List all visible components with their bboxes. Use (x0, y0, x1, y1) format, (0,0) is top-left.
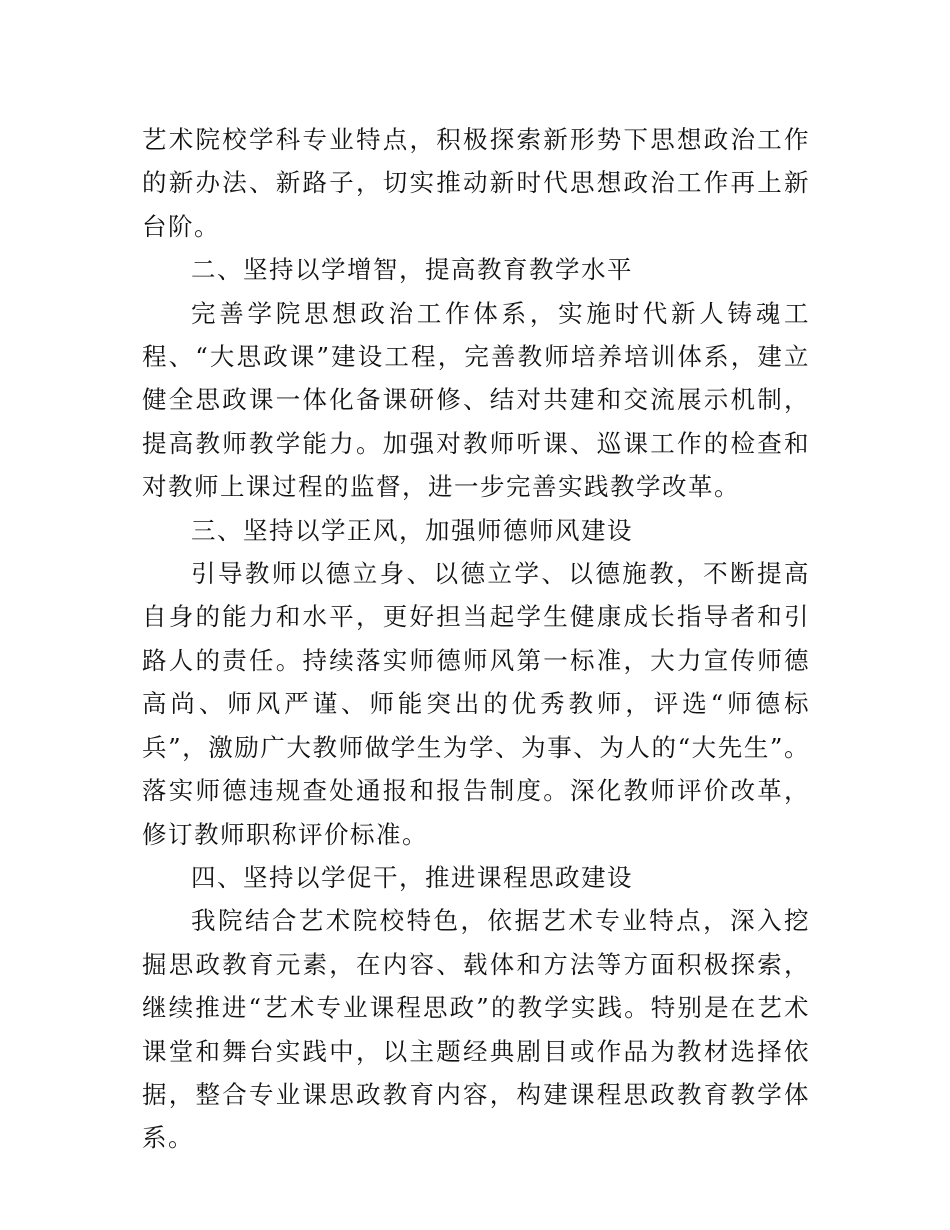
document-body (142, 118, 810, 1160)
paragraph-section-2: 完善学院思想政治工作体系，实施时代新人铸魂工程、“大思政课”建设工程，完善教师培养培训体系，建立健全思政课一体化备课研修、结对共建和交流展示机制，提高教师教学能力。加强对教师听课、巡课工作的检查和对教师上课过程的监督，进一步完善实践教学改革。 (142, 298, 810, 502)
section-heading-2: 二、坚持以学增智，提高教育教学水平 (191, 255, 633, 285)
paragraph-section-4: 我院结合艺术院校特色，依据艺术专业特点，深入挖掘思政教育元素，在内容、载体和方法等方面积极探索，继续推进“艺术专业课程思政”的教学实践。特别是在艺术课堂和舞台实践中，以主题经典剧目或作品为教材选择依据，整合专业课思政教育内容，构建课程思政教育教学体系。 (142, 906, 810, 1153)
section-heading-3: 三、坚持以学正风，加强师德师风建设 (191, 515, 633, 545)
section-heading-4: 四、坚持以学促干，推进课程思政建设 (191, 862, 633, 892)
paragraph-section-3: 引导教师以德立身、以德立学、以德施教，不断提高自身的能力和水平，更好担当起学生健康成长指导者和引路人的责任。持续落实师德师风第一标准，大力宣传师德高尚、师风严谨、师能突出的优秀教师，评选“师德标兵”，激励广大教师做学生为学、为事、为人的“大先生”。落实师德违规查处通报和报告制度。深化教师评价改革，修订教师职称评价标准。 (142, 559, 810, 849)
paragraph-continuation: 艺术院校学科专业特点，积极探索新形势下思想政治工作的新办法、新路子，切实推动新时代思想政治工作再上新台阶。 (142, 125, 810, 241)
